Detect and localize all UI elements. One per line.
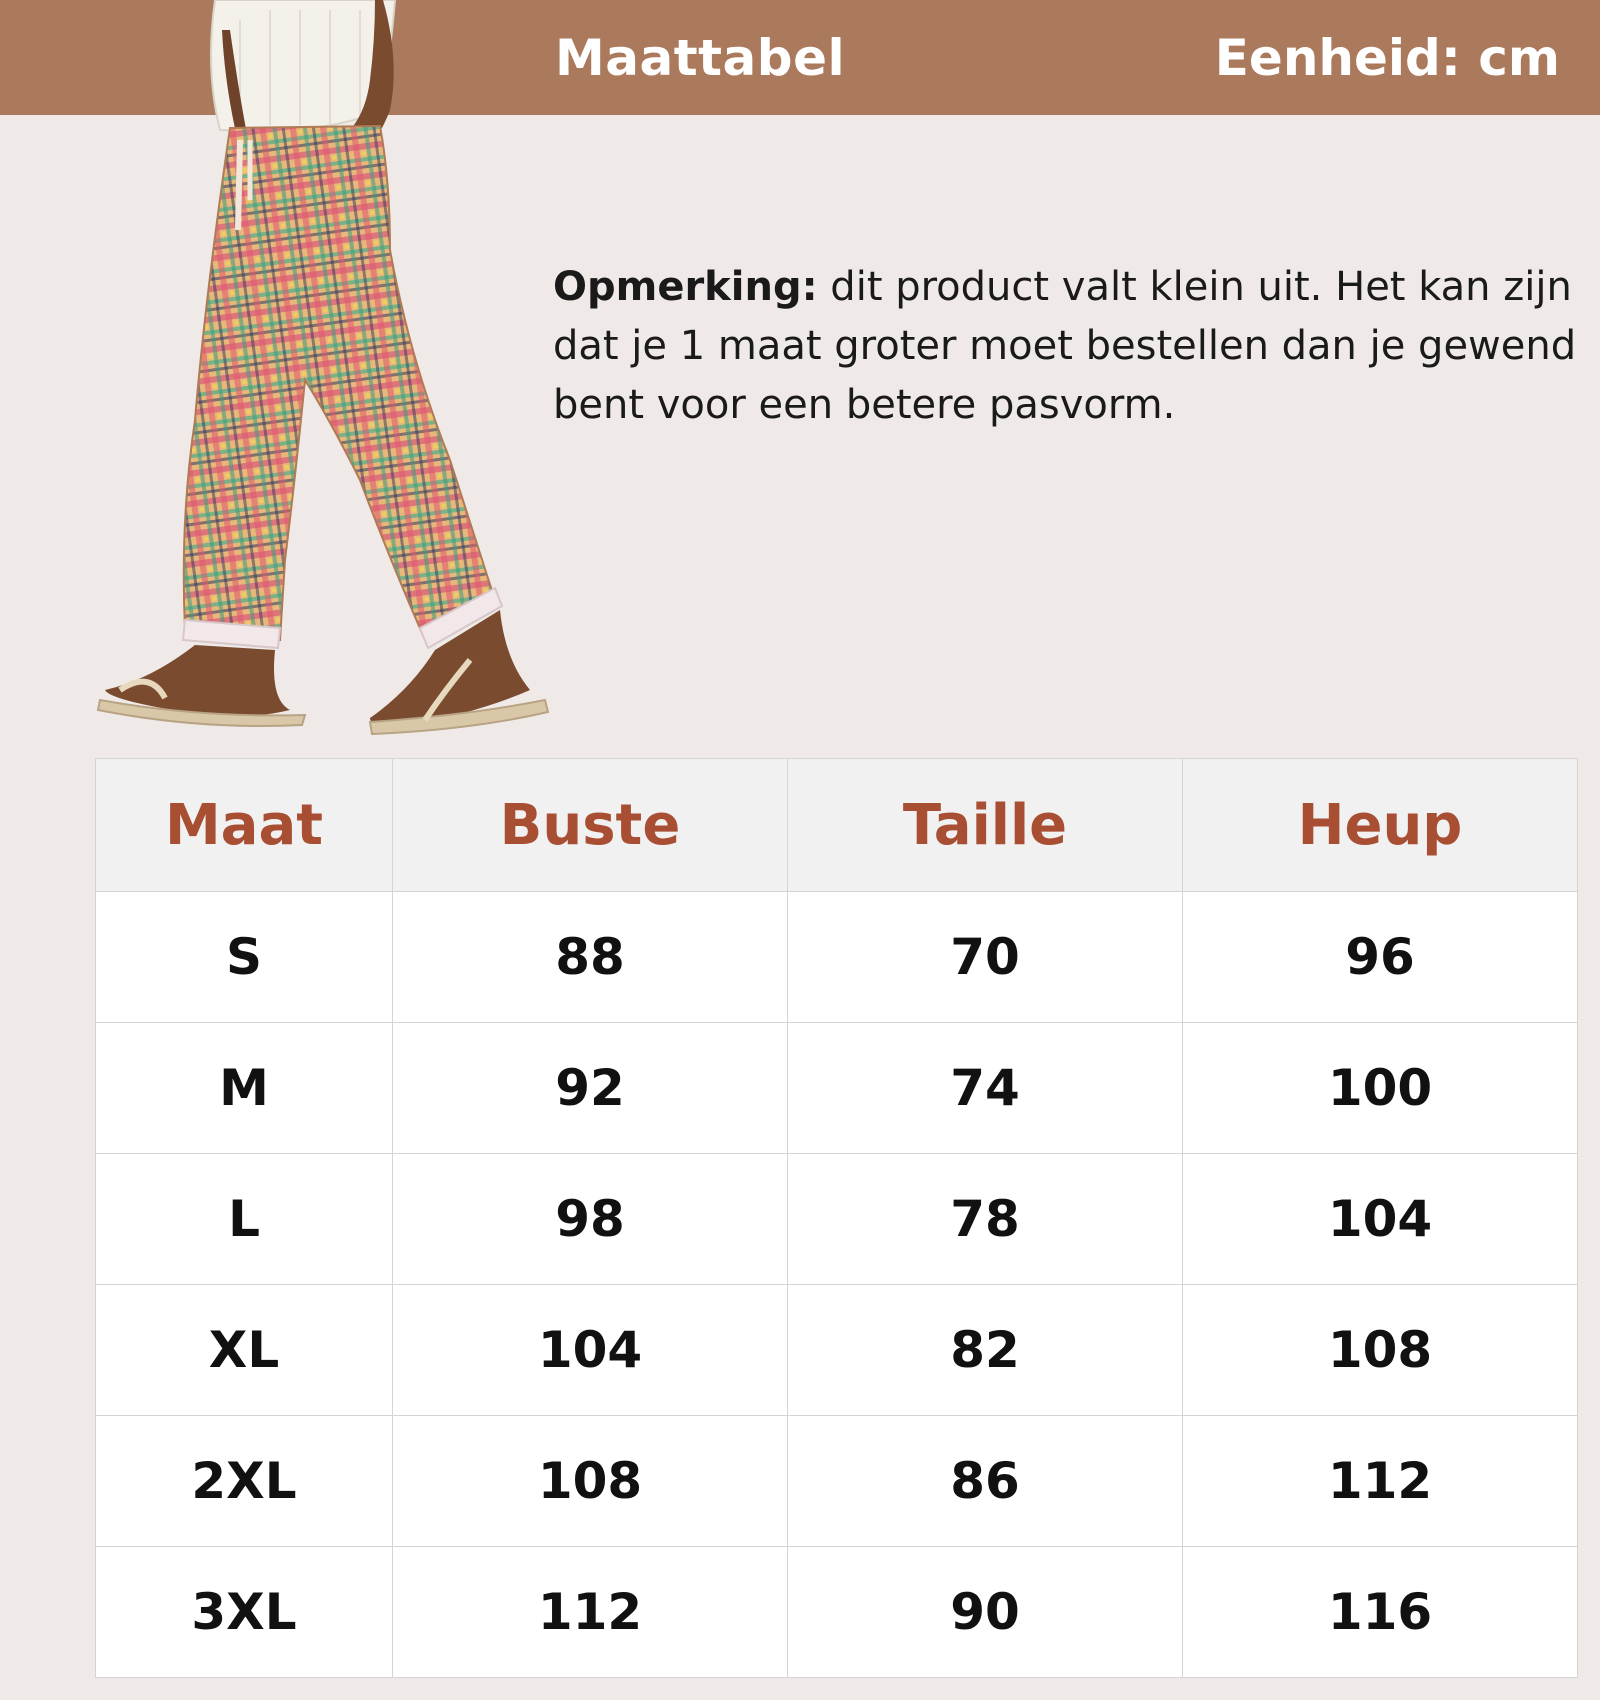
table-row [96, 1285, 1578, 1416]
table-row [96, 1023, 1578, 1154]
unit-label: Eenheid: cm [1214, 29, 1560, 87]
buste-cell: 92 [393, 1023, 788, 1154]
size-cell: 2XL [96, 1416, 393, 1547]
size-cell: XL [96, 1285, 393, 1416]
heup-cell: 104 [1183, 1154, 1578, 1285]
table-row [96, 1416, 1578, 1547]
table-header-row [96, 759, 1578, 892]
column-header-buste: Buste [393, 759, 788, 892]
buste-cell: 108 [393, 1416, 788, 1547]
size-cell: M [96, 1023, 393, 1154]
heup-cell: 116 [1183, 1547, 1578, 1678]
fit-note [553, 258, 1593, 435]
taille-cell: 82 [788, 1285, 1183, 1416]
heup-cell: 100 [1183, 1023, 1578, 1154]
note-label: Opmerking: [553, 264, 818, 310]
taille-cell: 86 [788, 1416, 1183, 1547]
heup-cell: 108 [1183, 1285, 1578, 1416]
table-row [96, 892, 1578, 1023]
heup-cell: 96 [1183, 892, 1578, 1023]
plaid-trousers-model-image [90, 0, 560, 740]
taille-cell: 74 [788, 1023, 1183, 1154]
column-header-taille: Taille [788, 759, 1183, 892]
size-table [95, 758, 1578, 1678]
size-cell: L [96, 1154, 393, 1285]
column-header-heup: Heup [1183, 759, 1578, 892]
buste-cell: 112 [393, 1547, 788, 1678]
buste-cell: 88 [393, 892, 788, 1023]
buste-cell: 104 [393, 1285, 788, 1416]
size-cell: S [96, 892, 393, 1023]
taille-cell: 78 [788, 1154, 1183, 1285]
taille-cell: 70 [788, 892, 1183, 1023]
taille-cell: 90 [788, 1547, 1183, 1678]
note-text: dit product valt klein uit. Het kan zijn dat je 1 maat groter moet bestellen dan je gewend bent voor een betere pasvorm. [553, 264, 1577, 428]
size-cell: 3XL [96, 1547, 393, 1678]
heup-cell: 112 [1183, 1416, 1578, 1547]
table-row [96, 1154, 1578, 1285]
column-header-maat: Maat [96, 759, 393, 892]
table-row [96, 1547, 1578, 1678]
page-title: Maattabel [555, 29, 846, 87]
buste-cell: 98 [393, 1154, 788, 1285]
